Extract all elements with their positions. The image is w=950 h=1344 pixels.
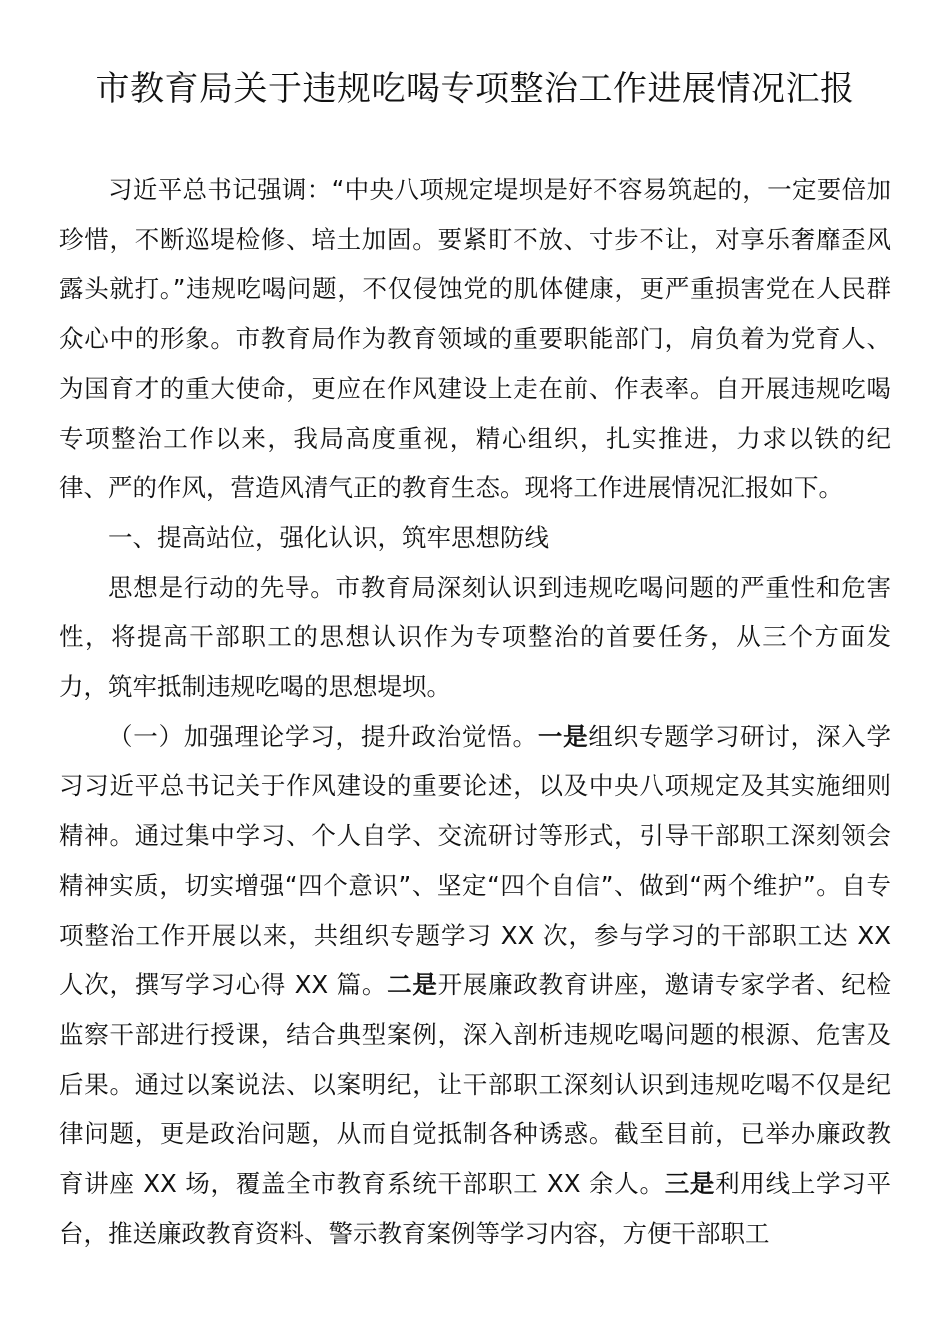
point-text-1: 组织专题学习研讨，深入学习习近平总书记关于作风建设的重要论述，以及中央八项规定及其实施细则精神。通过集中学习、个人自学、交流研讨等形式，引导干部职工深刻领会精神实质，切实增强“四个意识”、坚定“四个自信”、做到“两个维护”。自专项整治工作开展以来，共组织专题学习 XX 次，参与学习的干部职工达 XX 人次，撰写学习心得 XX 篇。 — [59, 721, 892, 1000]
point-label-2: 二是 — [387, 970, 438, 1000]
point-text-2: 开展廉政教育讲座，邀请专家学者、纪检监察干部进行授课，结合典型案例，深入剖析违规吃喝问题的根源、危害及后果。通过以案说法、以案明纪，让干部职工深刻认识到违规吃喝不仅是纪律问题，更是政治问题，从而自觉抵制各种诱惑。截至目前，已举办廉政教育讲座 XX 场，覆盖全市教育系统干部职工 XX 余人。 — [59, 970, 892, 1199]
subsection1-paragraph — [59, 712, 891, 1259]
point-label-1: 一是 — [537, 721, 589, 751]
document-title: 市教育局关于违规吃喝专项整治工作进展情况汇报 — [95, 69, 855, 109]
section1-paragraph: 思想是行动的先导。市教育局深刻认识到违规吃喝问题的严重性和危害性，将提高干部职工的思想认识作为专项整治的首要任务，从三个方面发力，筑牢抵制违规吃喝的思想堤坝。 — [59, 572, 891, 702]
point-label-3: 三是 — [664, 1169, 716, 1199]
document-body — [59, 165, 891, 1258]
intro-paragraph: 习近平总书记强调：“中央八项规定堤坝是好不容易筑起的，一定要倍加珍惜，不断巡堤检修、培土加固。要紧盯不放、寸步不让，对享乐奢靡歪风露头就打。”违规吃喝问题，不仅侵蚀党的肌体健康，更严重损害党在人民群众心中的形象。市教育局作为教育领域的重要职能部门，肩负着为党育人、为国育才的重大使命，更应在作风建设上走在前、作表率。自开展违规吃喝专项整治工作以来，我局高度重视，精心组织，扎实推进，力求以铁的纪律、严的作风，营造风清气正的教育生态。现将工作进展情况汇报如下。 — [59, 175, 891, 503]
subsection-heading-1: （一）加强理论学习，提升政治觉悟。 — [108, 721, 538, 751]
section-heading-1: 一、提高站位，强化认识，筑牢思想防线 — [108, 522, 549, 552]
point-text-3: 利用线上学习平台，推送廉政教育资料、警示教育案例等学习内容，方便干部职工 — [59, 1169, 891, 1248]
